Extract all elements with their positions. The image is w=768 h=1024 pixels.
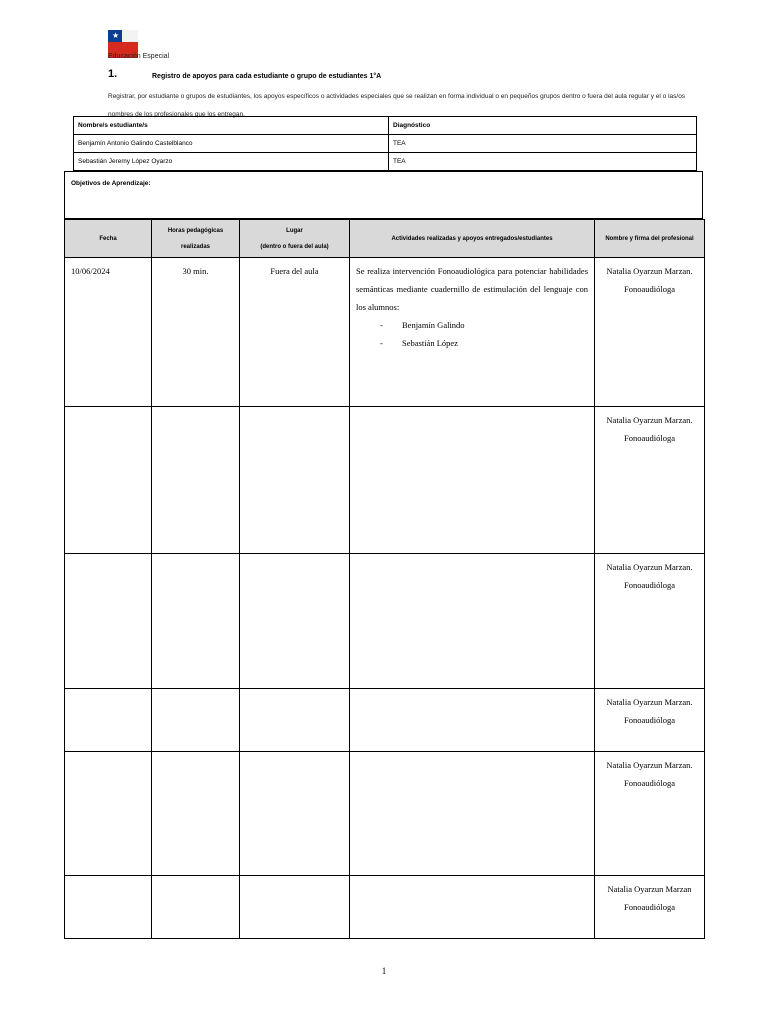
list-item: - Benjamín Galindo [380,320,465,330]
table-row [65,554,705,689]
table-row [74,153,697,171]
header-place: Lugar (dentro o fuera del aula) [240,220,350,258]
students-header-row [74,117,697,135]
list-item: - Sebastián López [380,338,458,348]
log-place: Fuera del aula [240,258,350,407]
log-professional: Natalia Oyarzun Marzan. Fonoaudióloga [595,752,705,876]
log-date [65,554,152,689]
log-activity [350,752,595,876]
log-hours [152,876,240,939]
log-hours [152,407,240,554]
page-number: 1 [381,966,387,976]
student-diagnosis: TEA [389,135,697,153]
students-table [73,116,697,171]
section-description: Registrar, por estudiante o grupos de estudiantes, los apoyos específicos o actividades especiales que se realizan en forma individual o en pequeños grupos dentro o fuera del aula regular y el o las/os nombres de los profesionales que los entregan. [108,93,686,118]
log-professional: Natalia Oyarzun Marzan Fonoaudióloga [595,876,705,939]
table-row [65,689,705,752]
log-activity [350,876,595,939]
student-name: Benjamín Antonio Galindo Castelblanco [74,135,389,153]
log-professional: Natalia Oyarzun Marzan. Fonoaudióloga [595,689,705,752]
log-place [240,689,350,752]
header-activities: Actividades realizadas y apoyos entregados/estudiantes [350,220,595,258]
log-hours [152,752,240,876]
log-hours [152,689,240,752]
table-row [74,135,697,153]
log-place [240,752,350,876]
log-professional: Natalia Oyarzun Marzan. Fonoaudióloga [595,407,705,554]
log-place [240,554,350,689]
log-header-row [65,220,705,258]
log-date [65,407,152,554]
section-number: 1. [108,68,118,80]
header-hours: Horas pedagógicas realizadas [152,220,240,258]
log-professional: Natalia Oyarzun Marzan. Fonoaudióloga [595,258,705,407]
activity-student-list [356,316,588,352]
header-date: Fecha [65,220,152,258]
org-label: Educación Especial [108,53,170,60]
objectives-label: Objetivos de Aprendizaje: [71,180,151,187]
log-activity [350,258,595,407]
students-name-header: Nombre/s estudiante/s [74,117,389,135]
support-log-table [64,219,705,939]
table-row [65,752,705,876]
table-row [65,258,705,407]
log-hours [152,554,240,689]
log-hours: 30 min. [152,258,240,407]
activity-text: Se realiza intervención Fonoaudiológica para potenciar habilidades semánticas mediante cuadernillo de estimulación del lenguaje con los alumnos: [356,266,588,312]
log-activity [350,554,595,689]
star-icon: ★ [112,31,120,40]
student-diagnosis: TEA [389,153,697,171]
log-date [65,689,152,752]
table-row [65,876,705,939]
log-activity [350,407,595,554]
log-activity [350,689,595,752]
header-professional: Nombre y firma del profesional [595,220,705,258]
student-name: Sebastián Jeremy López Oyarzo [74,153,389,171]
section-title: Registro de apoyos para cada estudiante o grupo de estudiantes 1°A [152,73,382,80]
students-diagnosis-header: Diagnóstico [389,117,697,135]
table-row [65,407,705,554]
log-professional: Natalia Oyarzun Marzan. Fonoaudióloga [595,554,705,689]
log-place [240,407,350,554]
log-date: 10/06/2024 [65,258,152,407]
log-date [65,752,152,876]
log-date [65,876,152,939]
log-place [240,876,350,939]
objectives-box [64,171,703,219]
logo-blue-block [108,30,122,42]
